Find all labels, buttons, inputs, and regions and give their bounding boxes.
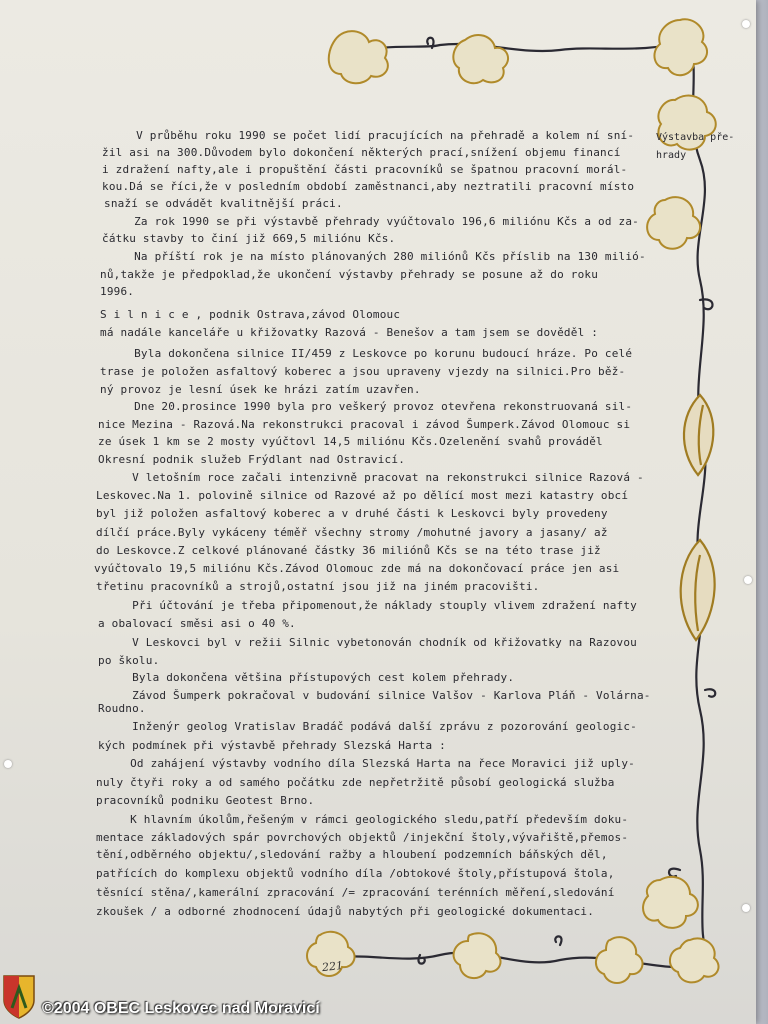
text-line: trase je položen asfaltový koberec a jsou upraveny vjezdy na silnici.Pro běž- <box>100 365 626 378</box>
text-line: mentace základových spár povrchových objektů /injekční štoly,vývařiště,přemos- <box>96 831 629 844</box>
text-line: 1996. <box>100 285 135 298</box>
text-line: má nadále kanceláře u křižovatky Razová - Benešov a tam jsem se dověděl : <box>100 326 599 339</box>
text-line: Závod Šumperk pokračoval v budování silnice Valšov - Karlova Pláň - Volárna- <box>98 689 651 702</box>
text-line: Od zahájení výstavby vodního díla Slezská Harta na řece Moravici již uply- <box>96 757 635 770</box>
text-line: a obalovací směsi asi o 40 %. <box>98 617 296 630</box>
text-line: Za rok 1990 se při výstavbě přehrady vyúčtovalo 196,6 miliónu Kčs a od za- <box>100 215 639 228</box>
text-line: žil asi na 300.Důvodem bylo dokončení některých prací,snížení objemu financí <box>102 146 621 159</box>
text-line: Okresní podnik služeb Frýdlant nad Ostravicí. <box>98 453 406 466</box>
text-line: Roudno. <box>98 702 146 715</box>
text-line: nuly čtyři roky a od samého počátku zde nepřetržitě působí geologická služba <box>96 776 615 789</box>
text-line: vyúčtovalo 19,5 miliónu Kčs.Závod Olomouc zde má na dokončovací práce jen asi <box>94 562 620 575</box>
text-line: čátku stavby to činí již 669,5 miliónu Kčs. <box>102 232 396 245</box>
text-line: do Leskovce.Z celkové plánované částky 36 miliónů Kčs se na této trase již <box>96 544 601 557</box>
text-line: tění,odběrného objektu/,sledování ražby a hloubení podzemních báňských děl, <box>96 848 608 861</box>
text-line: zkoušek / a odborné zhodnocení údajů nabytých při geologické dokumentaci. <box>96 905 595 918</box>
text-line: Byla dokončena silnice II/459 z Leskovce po korunu budoucí hráze. Po celé <box>100 347 633 360</box>
text-line: snaží se odvádět kvalitnější práci. <box>104 197 343 210</box>
text-line: po školu. <box>98 654 160 667</box>
coat-of-arms-icon <box>2 974 36 1020</box>
text-line: Při účtování je třeba připomenout,že náklady stouply vlivem zdražení nafty <box>98 599 637 612</box>
text-line: ný provoz je lesní úsek ke hrázi zatím uzavřen. <box>100 383 421 396</box>
text-line: nice Mezina - Razová.Na rekonstrukci pracoval i závod Šumperk.Závod Olomouc si <box>98 418 631 431</box>
page-number: 221 <box>321 958 344 975</box>
text-line: Inženýr geolog Vratislav Bradáč podává další zprávu z pozorování geologic- <box>98 720 637 733</box>
text-line: S i l n i c e , podnik Ostrava,závod Olomouc <box>100 308 401 321</box>
text-line: V průběhu roku 1990 se počet lidí pracujících na přehradě a kolem ní sní- <box>102 129 635 142</box>
text-line: nů,takže je předpoklad,že ukončení výstavby přehrady se posune až do roku <box>100 268 599 281</box>
text-line: kou.Dá se říci,že v posledním období zaměstnanci,aby neztratili pracovní místo <box>102 180 635 193</box>
text-line: Na příští rok je na místo plánovaných 280 miliónů Kčs příslib na 130 milió- <box>100 250 646 263</box>
text-line: těsnící stěna/,kamerální zpracování /= zpracování terénních měření,sledování <box>96 886 615 899</box>
text-line: Dne 20.prosince 1990 byla pro veškerý provoz otevřena rekonstruovaná sil- <box>100 400 633 413</box>
text-line: V Leskovci byl v režii Silnic vybetonován chodník od křižovatky na Razovou <box>98 636 637 649</box>
margin-note: Výstavba pře- hrady <box>656 132 735 161</box>
text-line: patřících do komplexu objektů vodního díla /obtokové štoly,přístupová štola, <box>96 867 615 880</box>
wall-background <box>754 0 768 1024</box>
text-line: ze úsek 1 km se 2 mosty vyúčtovl 14,5 miliónu Kčs.Ozelenění svahů prováděl <box>98 435 603 448</box>
text-line: pracovníků podniku Geotest Brno. <box>96 794 315 807</box>
text-line: V letošním roce začali intenzivně pracovat na rekonstrukci silnice Razová - <box>98 471 644 484</box>
text-line: byl již položen asfaltový koberec a v druhé části k Leskovci byly provedeny <box>96 507 608 520</box>
watermark: ©2004 OBEC Leskovec nad Moravicí <box>42 1000 320 1017</box>
text-line: Byla dokončena většina přístupových cest kolem přehrady. <box>98 671 515 684</box>
text-line: Leskovec.Na 1. polovině silnice od Razové až po dělící most mezi katastry obcí <box>96 489 629 502</box>
text-line: i zdražení nafty,ale i propuštění části pracovníků se špatnou pracovní morál- <box>102 163 628 176</box>
text-line: K hlavním úkolům,řešeným v rámci geologického sledu,patří především doku- <box>96 813 629 826</box>
text-line: dílčí práce.Byly vykáceny téměř všechny stromy /mohutné javory a jasany/ až <box>96 526 608 539</box>
text-line: třetinu pracovníků a strojů,ostatní jsou již na jiném pracovišti. <box>96 580 540 593</box>
text-line: kých podmínek při výstavbě přehrady Slezská Harta : <box>98 739 446 752</box>
